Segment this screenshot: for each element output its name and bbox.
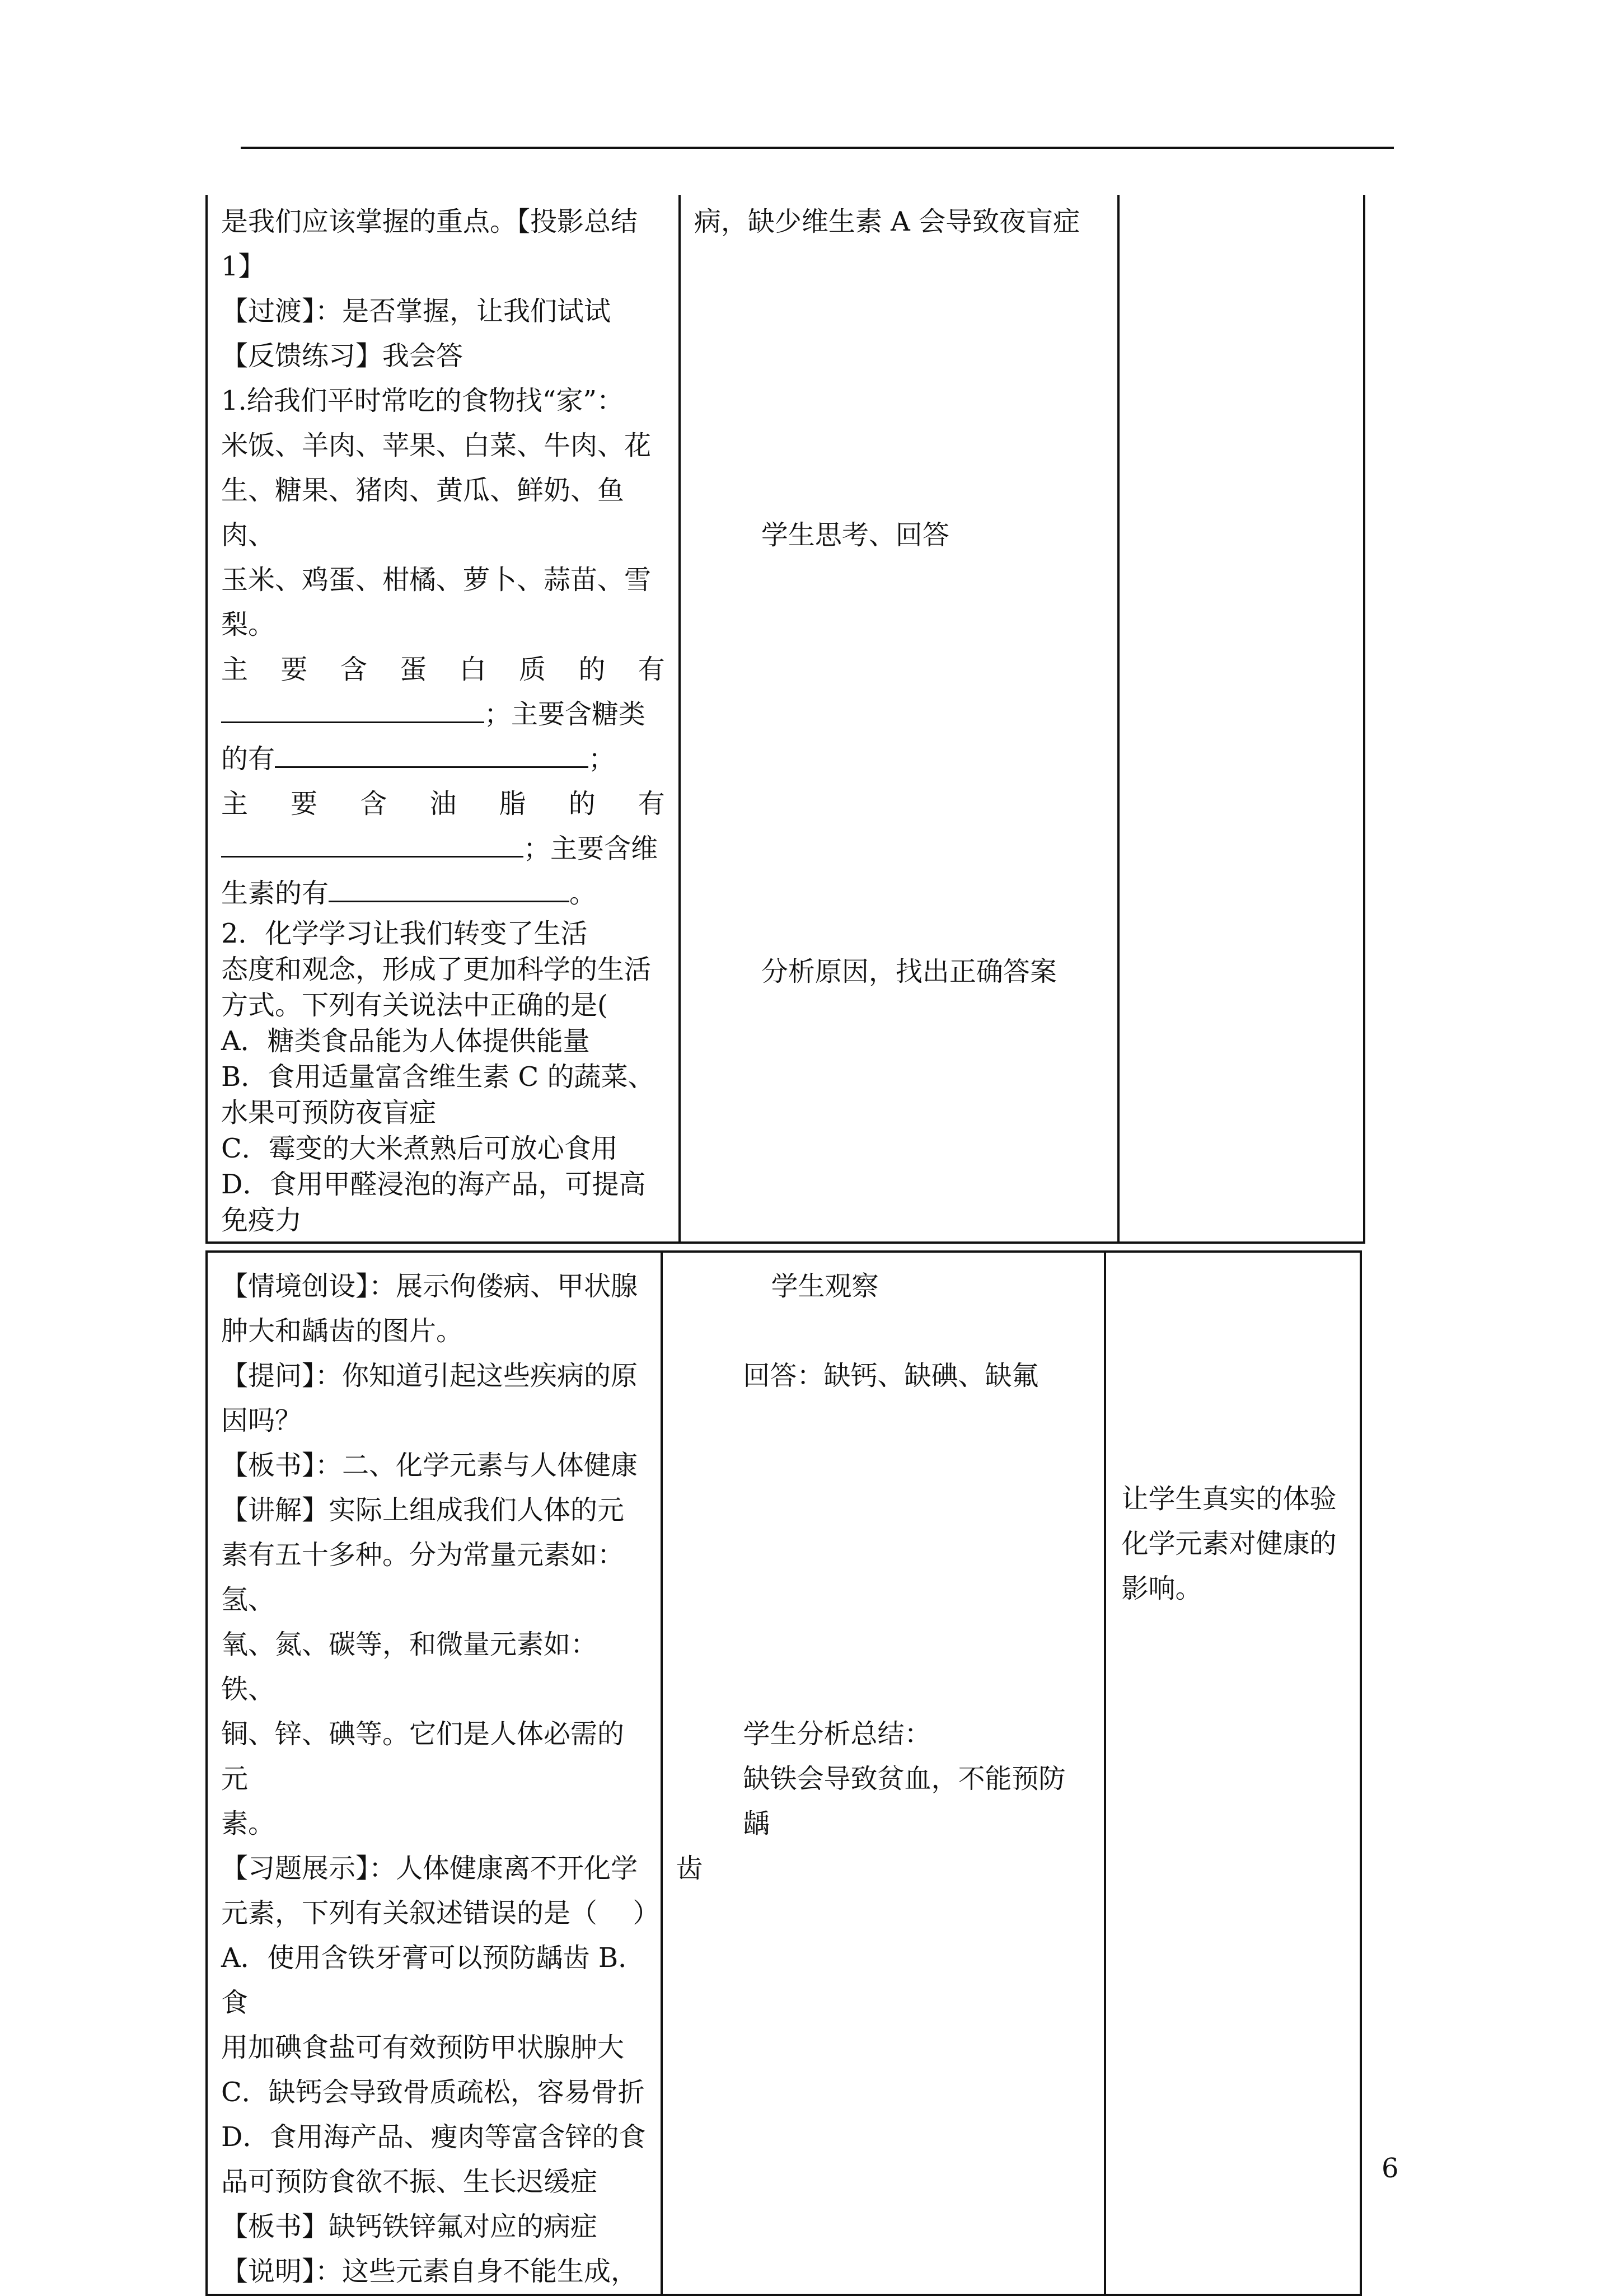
t2-line-3: 【提问】：你知道引起这些疾病的原 — [221, 1360, 638, 1391]
t2-line-13: A．使用含铁牙膏可以预防龋齿 B．食 — [221, 1942, 645, 2018]
t2-line-9: 铜、锌、碘等。它们是人体必需的元 — [221, 1718, 625, 1794]
fat-blank[interactable] — [221, 827, 523, 858]
q1-line-5: 梨。 — [221, 609, 275, 640]
t2-line-7: 素有五十多种。分为常量元素如：氢、 — [221, 1539, 625, 1615]
t2-line-16: D．食用海产品、瘦肉等富含锌的食 — [221, 2121, 646, 2153]
t2-line-11: 【习题展示】：人体健康离不开化学 — [221, 1853, 638, 1884]
intent-line-2: 化学元素对健康的 — [1121, 1528, 1337, 1559]
q2-line-2: 态度和观念，形成了更加科学的生活 — [221, 954, 652, 985]
student-summary-title: 学生分析总结： — [743, 1718, 931, 1750]
q2-option-b-cont: 水果可预防夜盲症 — [221, 1097, 437, 1128]
vitamin-a-note: 病，缺少维生素 A 会导致夜盲症 — [694, 206, 1080, 237]
question-2 — [221, 916, 665, 1238]
protein-blank-line: ；主要含糖类 — [221, 692, 665, 737]
student-activity-cell-2 — [662, 1252, 1105, 2295]
student-answer: 回答：缺钙、缺碘、缺氟 — [743, 1360, 1039, 1391]
t2-line-15: C．缺钙会导致骨质疏松，容易骨折 — [221, 2077, 645, 2108]
teacher-activity-cell — [207, 195, 680, 1243]
q2-line-3: 方式。下列有关说法中正确的是( — [221, 990, 608, 1021]
sugar-line: 的有 ； — [221, 737, 665, 781]
intro-line-1: 是我们应该掌握的重点。【投影总结 — [221, 206, 638, 237]
t2-line-12: 元素，下列有关叙述错误的是（ ） — [221, 1897, 660, 1929]
student-analyze: 分析原因，找出正确答案 — [761, 956, 1057, 987]
t2-line-1: 【情境创设】：展示佝偻病、甲状腺 — [221, 1271, 638, 1302]
t2-line-19: 【说明】：这些元素自身不能生成， — [221, 2256, 638, 2287]
right-margin-cell — [1364, 195, 1620, 1243]
t2-line-18: 【板书】缺钙铁锌氟对应的病症 — [221, 2211, 598, 2242]
t2-line-17: 品可预防食欲不振、生长迟缓症 — [221, 2166, 598, 2197]
vitamin-line: 生素的有 。 — [221, 871, 665, 916]
vitamin-blank[interactable] — [329, 871, 569, 902]
fat-line: 主 要 含 油 脂 的 有 — [221, 788, 665, 819]
q1-line-1: 1.给我们平时常吃的食物找“家”： — [221, 385, 624, 416]
lesson-table-top — [205, 195, 1620, 1244]
t2-line-5: 【板书】：二、化学元素与人体健康 — [221, 1450, 638, 1481]
q2-option-b: B．食用适量富含维生素 C 的蔬菜、 — [221, 1061, 655, 1093]
design-intent-cell — [1118, 195, 1364, 1243]
intent-line-1: 让学生真实的体验 — [1121, 1483, 1337, 1515]
student-summary-line-2: 齿 — [676, 1853, 703, 1884]
t2-line-6: 【讲解】实际上组成我们人体的元 — [221, 1494, 625, 1526]
practice-line: 【反馈练习】我会答 — [221, 340, 463, 372]
intent-line-3: 影响。 — [1121, 1573, 1202, 1604]
t2-line-2: 肿大和龋齿的图片。 — [221, 1315, 463, 1347]
t2-line-8: 氧、氮、碳等，和微量元素如：铁、 — [221, 1629, 598, 1705]
protein-line: 主 要 含 蛋 白 质 的 有 — [221, 654, 665, 685]
t2-line-4: 因吗？ — [221, 1405, 302, 1436]
q2-option-d-cont: 免疫力 — [221, 1205, 302, 1236]
right-margin-cell-2 — [1361, 1252, 1620, 2295]
t2-line-10: 素。 — [221, 1808, 275, 1839]
intro-line-2: 1】 — [221, 251, 265, 282]
header-rule — [241, 147, 1394, 149]
q2-option-c: C．霉变的大米煮熟后可放心食用 — [221, 1133, 618, 1164]
teacher-activity-cell-2 — [207, 1252, 662, 2295]
protein-blank[interactable] — [221, 692, 484, 723]
q1-line-3: 生、糖果、猪肉、黄瓜、鲜奶、鱼肉、 — [221, 475, 625, 551]
fat-blank-line: ；主要含维 — [221, 826, 665, 871]
student-observe: 学生观察 — [771, 1271, 879, 1302]
lesson-table-bottom — [205, 1250, 1620, 2296]
t2-line-14: 用加碘食盐可有效预防甲状腺肿大 — [221, 2032, 625, 2063]
q2-option-a: A．糖类食品能为人体提供能量 — [221, 1025, 590, 1057]
design-intent-cell-2 — [1105, 1252, 1361, 2295]
sugar-blank[interactable] — [275, 737, 588, 768]
q1-line-2: 米饭、羊肉、苹果、白菜、牛肉、花 — [221, 430, 652, 461]
q1-line-4: 玉米、鸡蛋、柑橘、萝卜、蒜苗、雪 — [221, 564, 652, 596]
student-summary-line-1: 缺铁会导致贫血，不能预防龋 — [743, 1763, 1066, 1839]
q2-line-1: 2．化学学习让我们转变了生活 — [221, 918, 588, 949]
q2-option-d: D．食用甲醛浸泡的海产品，可提高 — [221, 1169, 646, 1200]
transition-line: 【过渡】：是否掌握，让我们试试 — [221, 296, 611, 327]
student-activity-cell — [680, 195, 1118, 1243]
page-number: 6 — [1382, 2153, 1399, 2184]
student-think: 学生思考、回答 — [761, 519, 949, 551]
